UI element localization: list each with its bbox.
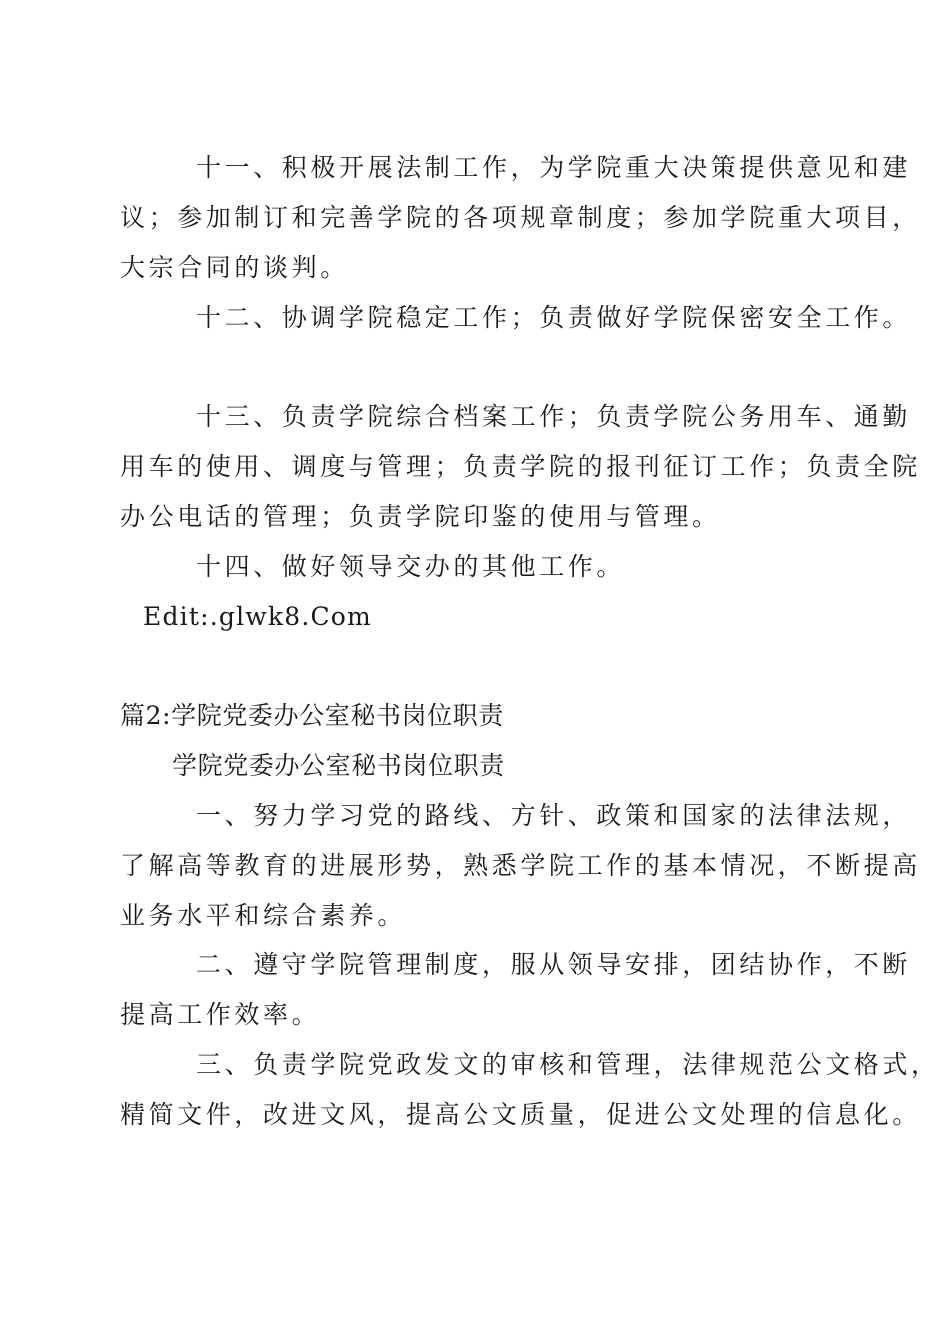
- paragraph-11-line-1: 十一、积极开展法制工作，为学院重大决策提供意见和建: [196, 153, 912, 182]
- paragraph-13-line-3: 办公电话的管理；负责学院印鉴的使用与管理。: [120, 502, 721, 531]
- edit-note: Edit:.glwk8.Com: [143, 602, 372, 631]
- paragraph-11-line-3: 大宗合同的谈判。: [120, 253, 349, 282]
- section-paragraph-3-line-2: 精简文件，改进文风，提高公文质量，促进公文处理的信息化。: [120, 1100, 921, 1129]
- section-paragraph-1-line-1: 一、努力学习党的路线、方针、政策和国家的法律法规，: [196, 801, 912, 830]
- section-paragraph-2-line-2: 提高工作效率。: [120, 1000, 321, 1029]
- section-paragraph-1-line-2: 了解高等教育的进展形势，熟悉学院工作的基本情况，不断提高: [120, 851, 921, 880]
- section-paragraph-3-line-1: 三、负责学院党政发文的审核和管理，法律规范公文格式，: [196, 1050, 940, 1079]
- paragraph-11-line-2: 议；参加制订和完善学院的各项规章制度；参加学院重大项目，: [120, 203, 921, 232]
- section-paragraph-2-line-1: 二、遵守学院管理制度，服从领导安排，团结协作，不断: [196, 950, 912, 979]
- paragraph-13-line-1: 十三、负责学院综合档案工作；负责学院公务用车、通勤: [196, 402, 912, 431]
- paragraph-12-line-1: 十二、协调学院稳定工作；负责做好学院保密安全工作。: [196, 303, 912, 332]
- section-heading: 篇2:学院党委办公室秘书岗位职责: [120, 701, 504, 730]
- paragraph-14-line-1: 十四、做好领导交办的其他工作。: [196, 552, 626, 581]
- paragraph-13-line-2: 用车的使用、调度与管理；负责学院的报刊征订工作；负责全院: [120, 452, 921, 481]
- section-paragraph-1-line-3: 业务水平和综合素养。: [120, 901, 407, 930]
- section-subheading: 学院党委办公室秘书岗位职责: [172, 751, 505, 780]
